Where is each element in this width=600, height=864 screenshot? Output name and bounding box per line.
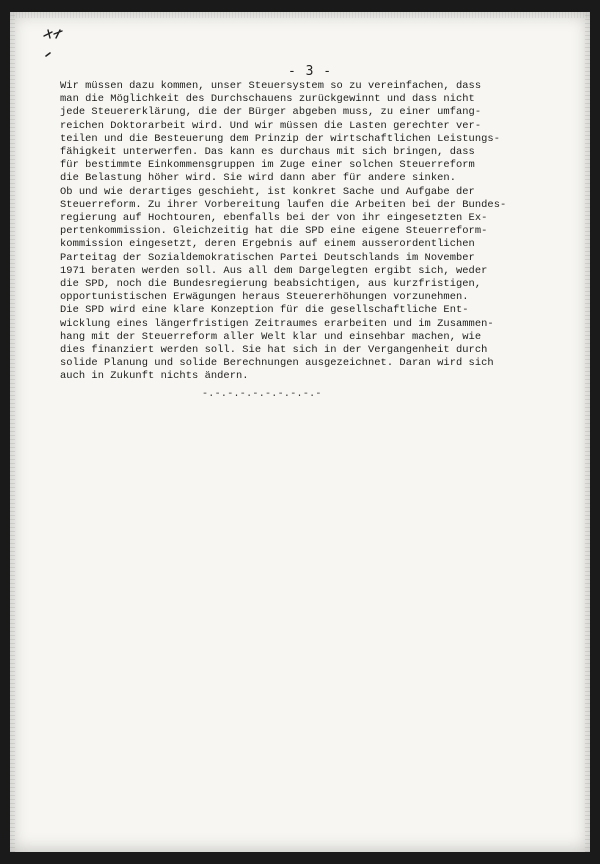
end-mark-divider: -.-.-.-.-.-.-.-.-.- — [202, 389, 322, 400]
text-line: auch in Zukunft nichts ändern. — [60, 370, 249, 383]
text-line: Ob und wie derartiges geschieht, ist konkret Sache und Aufgabe der — [60, 185, 475, 198]
text-line: Steuerreform. Zu ihrer Vorbereitung laufen die Arbeiten bei der Bundes- — [60, 198, 507, 211]
text-line: für bestimmte Einkommensgruppen im Zuge einer solchen Steuerreform — [60, 159, 475, 172]
text-line: die SPD, noch die Bundesregierung beabsichtigen, aus kurzfristigen, — [60, 278, 482, 291]
text-line: wicklung eines längerfristigen Zeitraumes erarbeiten und im Zusammen- — [60, 317, 494, 330]
text-line: dies finanziert werden soll. Sie hat sich in der Vergangenheit durch — [60, 344, 488, 357]
text-line: Parteitag der Sozialdemokratischen Partei Deutschlands im November — [60, 251, 475, 264]
text-line: opportunistischen Erwägungen heraus Steuererhöhungen vorzunehmen. — [60, 291, 469, 304]
text-line: Die SPD wird eine klare Konzeption für die gesellschaftliche Ent- — [60, 304, 469, 317]
handwritten-mark-icon — [40, 26, 80, 66]
text-line: hang mit der Steuerreform aller Welt klar und einsehbar machen, wie — [60, 330, 482, 343]
text-line: solide Planung und solide Berechnungen ausgezeichnet. Daran wird sich — [60, 357, 494, 370]
text-line: reichen Doktorarbeit wird. Und wir müssen die Lasten gerechter ver- — [60, 119, 482, 132]
text-line: pertenkommission. Gleichzeitig hat die SPD eine eigene Steuerreform- — [60, 225, 488, 238]
document-page — [10, 12, 590, 852]
scan-edge-left — [10, 12, 15, 852]
text-line: teilen und die Besteuerung dem Prinzip der wirtschaftlichen Leistungs- — [60, 132, 500, 145]
scan-edge-top — [10, 12, 590, 18]
body-text — [60, 80, 570, 384]
text-line: die Belastung höher wird. Sie wird dann aber für andere sinken. — [60, 172, 456, 185]
text-line: Wir müssen dazu kommen, unser Steuersystem so zu vereinfachen, dass — [60, 80, 482, 92]
text-line: regierung auf Hochtouren, ebenfalls bei der von ihr eingesetzten Ex- — [60, 212, 488, 225]
text-line: man die Möglichkeit des Durchschauens zurückgewinnt und dass nicht — [60, 93, 475, 106]
text-line: jede Steuererklärung, die der Bürger abgeben muss, zu einer umfang- — [60, 106, 482, 119]
scan-edge-right — [585, 12, 590, 852]
page-number: - 3 - — [288, 64, 333, 79]
text-line: fähigkeit unterwerfen. Das kann es durchaus mit sich bringen, dass — [60, 146, 475, 159]
text-line: kommission eingesetzt, deren Ergebnis auf einem ausserordentlichen — [60, 238, 475, 251]
text-line: 1971 beraten werden soll. Aus all dem Dargelegten ergibt sich, weder — [60, 264, 488, 277]
